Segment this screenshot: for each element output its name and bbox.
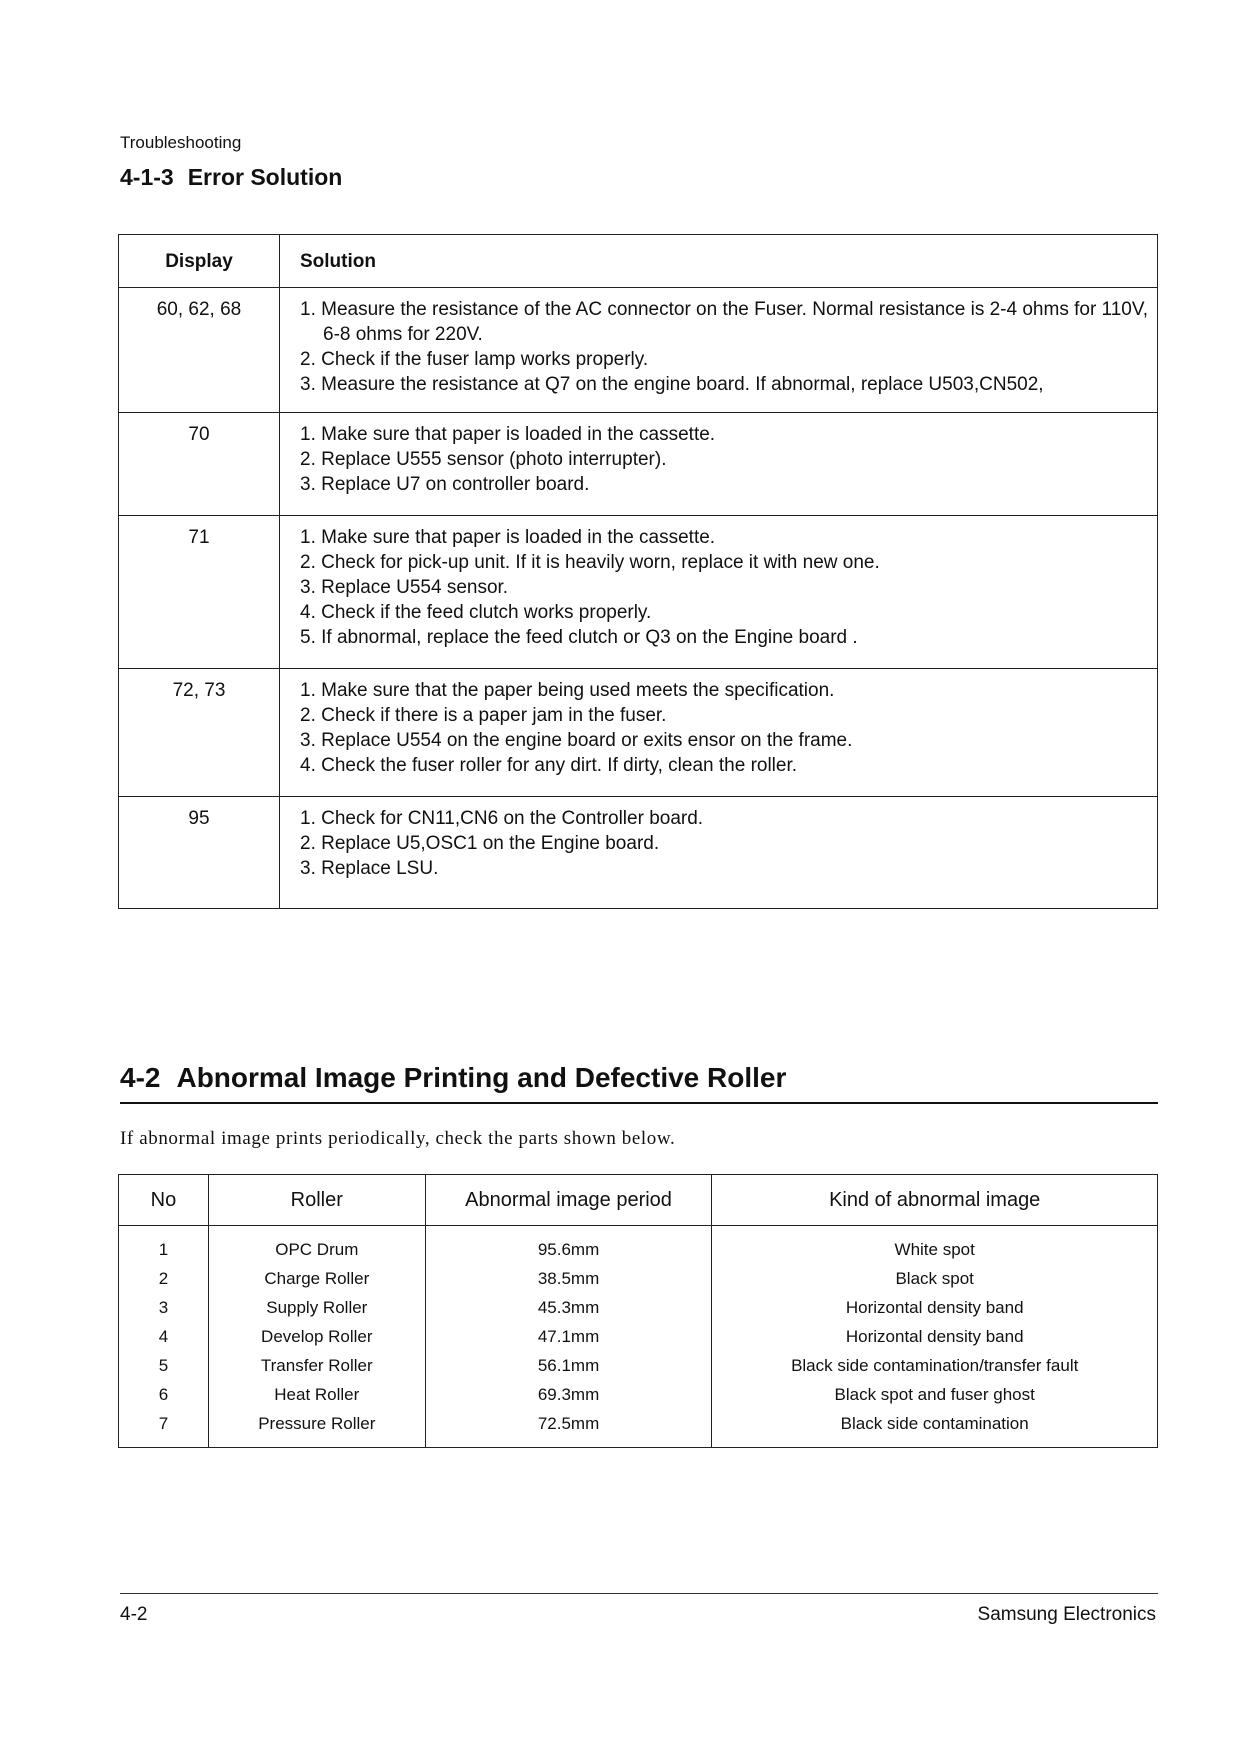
table-row	[119, 516, 1158, 669]
cell-period: 45.3mm	[425, 1293, 712, 1322]
cell-no: 7	[119, 1409, 209, 1448]
table-row	[119, 1380, 1158, 1409]
solution-step: 1. Make sure that paper is loaded in the cassette.	[300, 527, 716, 548]
cell-roller: Charge Roller	[208, 1264, 425, 1293]
cell-no: 3	[119, 1293, 209, 1322]
cell-period: 95.6mm	[425, 1226, 712, 1265]
solution-cell	[280, 797, 1158, 909]
solution-step: 2. Replace U5,OSC1 on the Engine board.	[300, 833, 660, 854]
section-title-error-solution	[120, 164, 342, 191]
cell-kind: Black spot and fuser ghost	[712, 1380, 1158, 1409]
cell-no: 1	[119, 1226, 209, 1265]
solution-step: 1. Measure the resistance of the AC connector on the Fuser. Normal resistance is 2-4 ohms for 110V, 6-8 ohms for 220V.	[300, 299, 1149, 345]
cell-no: 5	[119, 1351, 209, 1380]
solution-step: 2. Check if there is a paper jam in the fuser.	[300, 705, 667, 726]
section-number: 4-1-3	[120, 164, 174, 190]
table-row	[119, 1409, 1158, 1448]
cell-kind: Black side contamination	[712, 1409, 1158, 1448]
cell-kind: White spot	[712, 1226, 1158, 1265]
section-title-text: Abnormal Image Printing and Defective Roller	[176, 1062, 787, 1093]
cell-period: 72.5mm	[425, 1409, 712, 1448]
cell-period: 56.1mm	[425, 1351, 712, 1380]
solution-step: 3. Replace U7 on controller board.	[300, 474, 590, 495]
footer-company: Samsung Electronics	[977, 1604, 1156, 1625]
solution-cell	[280, 516, 1158, 669]
solution-step: 2. Replace U555 sensor (photo interrupter).	[300, 449, 667, 470]
page-number: 4-2	[120, 1604, 148, 1625]
cell-kind: Horizontal density band	[712, 1293, 1158, 1322]
intro-text: If abnormal image prints periodically, check the parts shown below.	[120, 1128, 676, 1149]
cell-roller: Pressure Roller	[208, 1409, 425, 1448]
solution-step: 3. Replace U554 sensor.	[300, 577, 509, 598]
table-row	[119, 1351, 1158, 1380]
solution-cell	[280, 669, 1158, 797]
header-period: Abnormal image period	[425, 1175, 712, 1226]
display-code: 70	[119, 413, 280, 516]
table-row	[119, 669, 1158, 797]
header-solution: Solution	[280, 235, 1158, 288]
solution-step: 3. Replace LSU.	[300, 858, 439, 879]
solution-cell	[280, 288, 1158, 413]
table-row	[119, 413, 1158, 516]
table-row	[119, 1293, 1158, 1322]
table-row	[119, 1226, 1158, 1265]
display-code: 95	[119, 797, 280, 909]
table-row	[119, 1264, 1158, 1293]
running-head: Troubleshooting	[120, 133, 242, 152]
cell-kind: Black spot	[712, 1264, 1158, 1293]
roller-table	[118, 1174, 1158, 1448]
display-code: 72, 73	[119, 669, 280, 797]
solution-step: 1. Make sure that the paper being used meets the specification.	[300, 680, 835, 701]
cell-period: 47.1mm	[425, 1322, 712, 1351]
header-no: No	[119, 1175, 209, 1226]
cell-period: 69.3mm	[425, 1380, 712, 1409]
cell-roller: Heat Roller	[208, 1380, 425, 1409]
display-code: 60, 62, 68	[119, 288, 280, 413]
cell-kind: Black side contamination/transfer fault	[712, 1351, 1158, 1380]
section-title-abnormal-image	[120, 1062, 786, 1094]
header-kind: Kind of abnormal image	[712, 1175, 1158, 1226]
solution-step: 4. Check the fuser roller for any dirt. If dirty, clean the roller.	[300, 755, 798, 776]
section-title-text: Error Solution	[187, 164, 343, 190]
solution-step: 2. Check if the fuser lamp works properly.	[300, 349, 649, 370]
solution-step: 2. Check for pick-up unit. If it is heavily worn, replace it with new one.	[300, 552, 880, 573]
cell-kind: Horizontal density band	[712, 1322, 1158, 1351]
header-roller: Roller	[208, 1175, 425, 1226]
cell-roller: Develop Roller	[208, 1322, 425, 1351]
section-number: 4-2	[120, 1062, 161, 1093]
solution-cell	[280, 413, 1158, 516]
cell-period: 38.5mm	[425, 1264, 712, 1293]
solution-step: 3. Measure the resistance at Q7 on the engine board. If abnormal, replace U503,CN502,	[300, 374, 1044, 395]
cell-no: 4	[119, 1322, 209, 1351]
error-solution-table	[118, 234, 1158, 909]
cell-no: 6	[119, 1380, 209, 1409]
solution-step: 3. Replace U554 on the engine board or exits ensor on the frame.	[300, 730, 853, 751]
solution-step: 4. Check if the feed clutch works properly.	[300, 602, 652, 623]
footer-divider	[120, 1593, 1158, 1594]
table-row	[119, 797, 1158, 909]
table-row	[119, 1322, 1158, 1351]
solution-step: 1. Make sure that paper is loaded in the cassette.	[300, 424, 716, 445]
cell-roller: OPC Drum	[208, 1226, 425, 1265]
solution-step: 1. Check for CN11,CN6 on the Controller board.	[300, 808, 704, 829]
header-display: Display	[119, 235, 280, 288]
cell-roller: Supply Roller	[208, 1293, 425, 1322]
table-row	[119, 288, 1158, 413]
cell-roller: Transfer Roller	[208, 1351, 425, 1380]
section-divider	[120, 1102, 1158, 1104]
display-code: 71	[119, 516, 280, 669]
solution-step: 5. If abnormal, replace the feed clutch or Q3 on the Engine board .	[300, 627, 858, 648]
cell-no: 2	[119, 1264, 209, 1293]
